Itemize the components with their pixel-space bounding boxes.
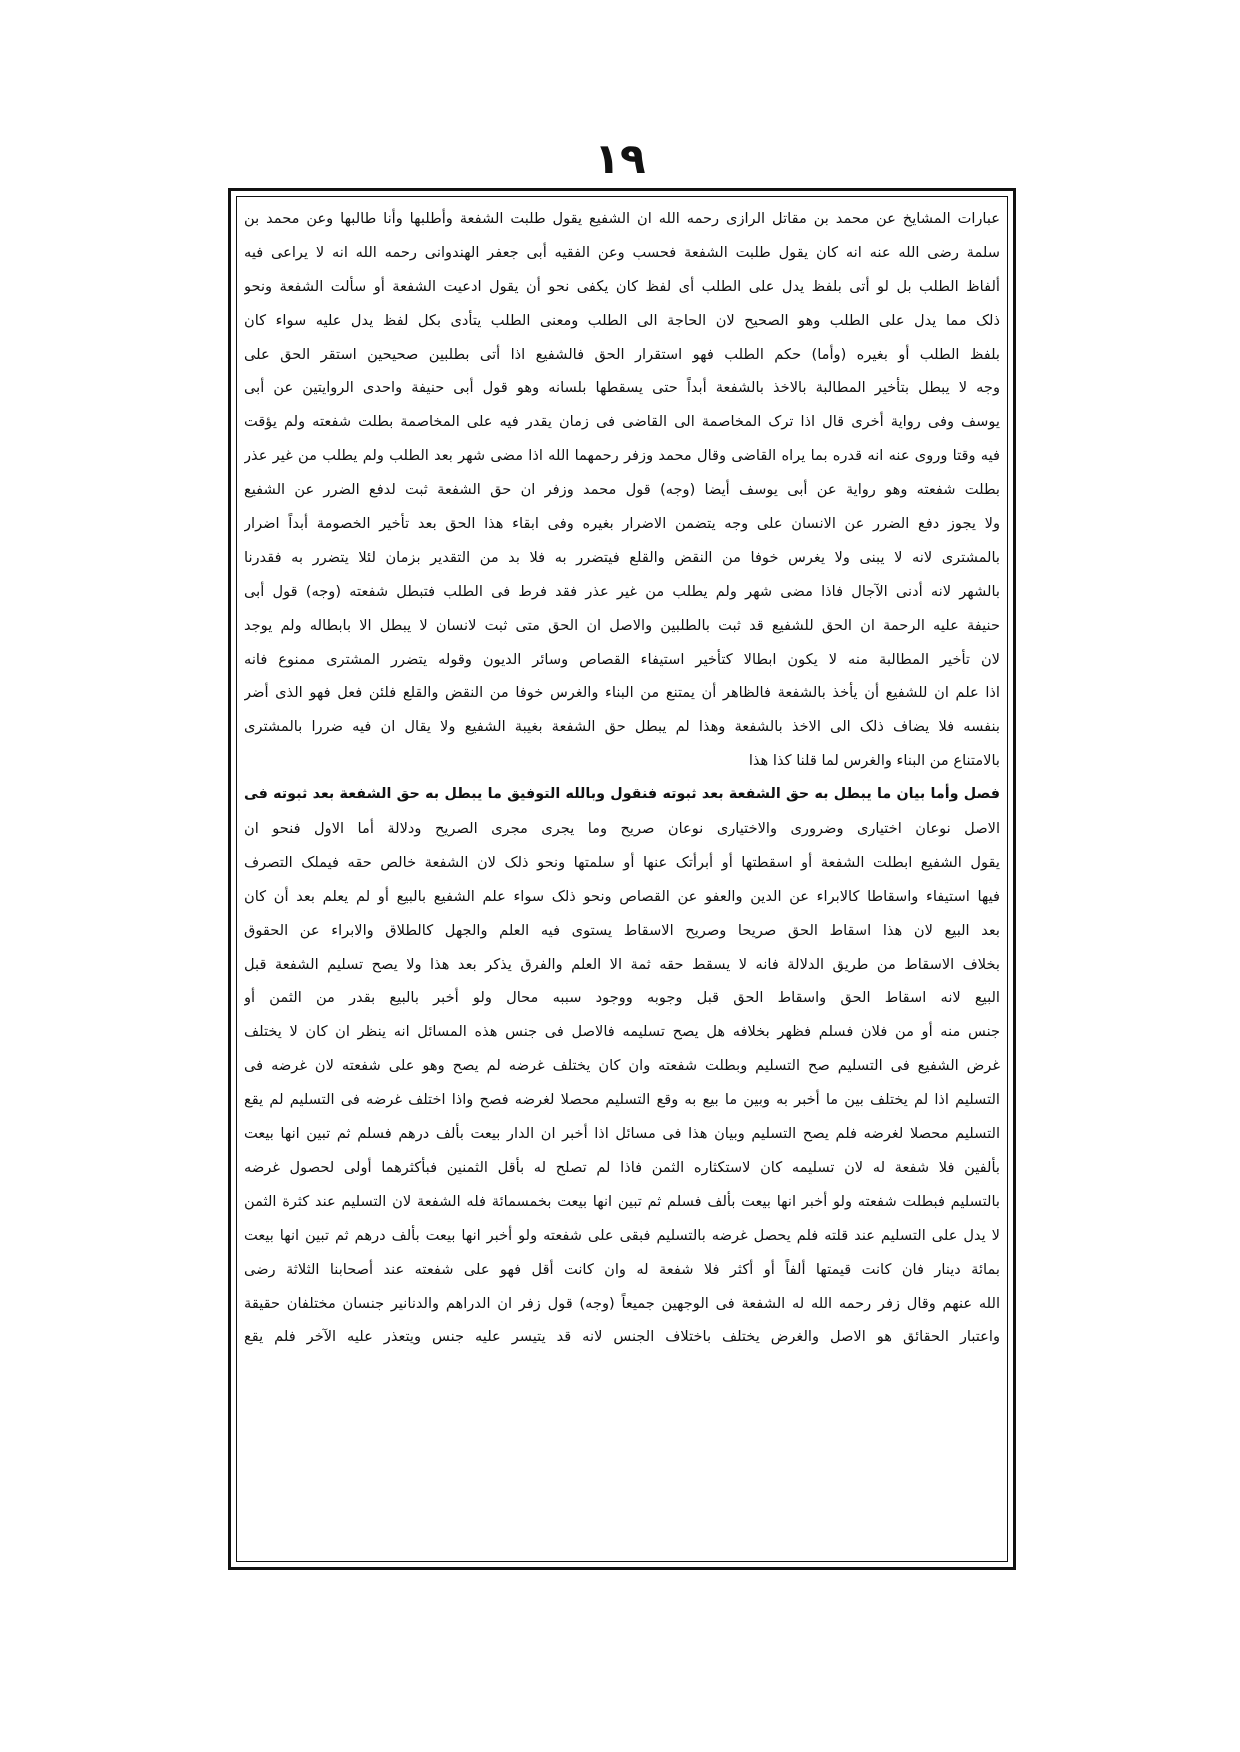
text-line: التسلیم اذا لم یختلف بین ما أخبر به وبین ما بیع به وقع التسلیم محصلا لغرضه فصح واذا اختلف غرضه فی التسلیم لم یقع [244, 1091, 1000, 1109]
text-line: واعتبار الحقائق هو الاصل والغرض یختلف باختلاف الجنس لانه قد یتیسر علیه جنس ویتعذر علیه الآخر فلم یقع [244, 1328, 1000, 1346]
text-line: بمائة دینار فان کانت قیمتها ألفاً أو أکثر فلا شفعة له وان کانت أقل فهو علی شفعته عند أصحابنا الثلاثة رضی [244, 1260, 1000, 1278]
text-line: بخلاف الاسقاط من طریق الدلالة فانه لا یسقط حقه ثمة الا العلم والفرق یذکر بعد هذا ولا یصح تسلیم الشفعة قبل [244, 955, 1000, 973]
text-line: بالشهر لانه أدنی الآجال فاذا مضی شهر ولم یطلب من غیر عذر فقد فرط فی الطلب فتبطل شفعته (وجه) قول أبی [244, 582, 1000, 600]
text-line: فیها استیفاء واسقاطا کالابراء عن الدین والعفو عن القصاص ونحو ذلک سواء علم الشفیع بالبیع أو لم یعلم بعد أن کان [244, 887, 1000, 905]
text-line: جنس منه أو من فلان فسلم فظهر بخلافه هل یصح تسلیمه فالاصل فی جنس هذه المسائل انه ینظر ان کان لا یختلف [244, 1023, 1000, 1041]
text-line: لان تأخیر المطالبة منه لا یکون ابطالا کتأخیر استیفاء القصاص وسائر الدیون وقوله یتضرر المشتری ممنوع فانه [244, 650, 1000, 668]
text-line: وجه لا یبطل بتأخیر المطالبة بالاخذ بالشفعة أبداً حتی یسقطها بلسانه وهو قول أبی حنیفة واحدی الروایتین عن أبی [244, 379, 1000, 397]
text-line: عبارات المشايخ عن محمد بن مقاتل الرازی رحمه الله ان الشفیع یقول طلبت الشفعة وأطلبها وأنا طالبها وعن محمد بن [244, 210, 1000, 227]
text-line: بالتسلیم فبطلت شفعته ولو أخبر انها بیعت بألف فسلم ثم تبین انها بیعت بخمسمائة فله الشفعة لان التسلیم عند کثرة الثمن [244, 1192, 1000, 1210]
text-line: یوسف وفی روایة أخری قال اذا ترک المخاصمة الی القاضی فی زمان یقدر فیه علی المخاصمة بطلت شفعته ولم یؤقت [244, 413, 1000, 431]
text-line: بالامتناع من البناء والغرس لما قلنا کذا هذا [748, 752, 1000, 770]
text-line: البیع لانه اسقاط الحق واسقاط الحق قبل وجوبه ووجود سببه محال ولو أخبر بالبیع بقدر من الثمن أو [244, 989, 1000, 1007]
text-line: ولا یجوز دفع الضرر عن الانسان علی وجه یتضمن الاضرار بغیره وفی ابقاء هذا الحق بعد تأخیر الخصومة أبداً اضرار [244, 515, 1000, 533]
text-line: التسلیم محصلا لغرضه فلم یصح التسلیم وبیان هذا فی مسائل اذا أخبر ان الدار بیعت بألف درهم فسلم ثم تبین انها بیعت [244, 1125, 1000, 1143]
text-line: بطلت شفعته وهو روایة عن أبی یوسف أیضا (وجه) قول محمد وزفر ان حق الشفعة ثبت لدفع الضرر عن الشفیع [244, 481, 1000, 499]
text-line: غرض الشفیع فی التسلیم صح التسلیم وبطلت شفعته وان کان یختلف غرضه لم یصح وهو علی شفعته لان غرضه فی [244, 1057, 1000, 1075]
text-line: حنیفة علیه الرحمة ان الحق للشفیع قد ثبت بالطلبین والاصل ان الحق متی ثبت لانسان لا یبطل الا بابطاله ولم یوجد [244, 616, 1000, 634]
text-line: بالمشتری لانه لا یبنی ولا یغرس خوفا من النقض والقلع فیتضرر به فلا بد من التقدیر بزمان لئلا یتضرر به فقدرنا [244, 548, 1000, 566]
text-line: بألفین فلا شفعة له لان تسلیمه کان لاستکثاره الثمن فاذا لم تصلح له بأقل الثمنین فبأکثرهما أولی لحصول غرضه [244, 1158, 1000, 1176]
page-number: ١٩ [594, 134, 646, 183]
text-line: الله عنهم وقال زفر رحمه الله له الشفعة فی الوجهین جمیعاً (وجه) قول زفر ان الدراهم والدنانیر جنسان مختلفان حقیقة [244, 1294, 1000, 1312]
text-line: بنفسه فلا یضاف ذلک الی الاخذ بالشفعة وهذا لم یبطل حق الشفعة بغیبة الشفیع ولا یقال ان فیه ضررا بالمشتری [244, 718, 1000, 736]
text-line: بعد البیع لان هذا اسقاط الحق صریحا وصریح الاسقاط یستوی فیه العلم والجهل کالطلاق والابراء عن الحقوق [244, 921, 1000, 939]
text-line: یقول الشفیع ابطلت الشفعة أو اسقطتها أو أبرأتک عنها أو سلمتها ونحو ذلک لان الشفعة خالص حقه فیملک التصرف [244, 853, 1000, 871]
text-line: بلفظ الطلب أو بغیره (وأما) حکم الطلب فهو استقرار الحق فالشفیع اذا أتی بطلبین صحیحین استقر الحق علی [244, 345, 1000, 363]
text-line: لا یدل علی التسلیم عند قلته فلم یحصل غرضه بالتسلیم فبقی علی شفعته ولو أخبر انها بیعت بألف درهم ثم تبین انها بیعت [244, 1226, 1000, 1244]
text-line: ذلک مما یدل علی الطلب وهو الصحیح لان الحاجة الی الطلب ومعنی الطلب یتأدی بکل لفظ یدل علیه سواء کان [244, 311, 1000, 329]
text-line: اذا علم ان للشفیع أن یأخذ بالشفعة فالظاهر أن یمتنع من البناء والغرس خوفا من النقض والقلع فلئن فعل فهو الذی أضر [244, 684, 1000, 702]
text-line: ألفاظ الطلب بل لو أتی بلفظ یدل علی الطلب أی لفظ کان یکفی نحو أن یقول ادعیت الشفعة أو سألت الشفعة ونحو [244, 277, 1000, 295]
text-line: سلمة رضی الله عنه انه کان یقول طلبت الشفعة فحسب وعن الفقیه أبی جعفر الهندوانی رحمه الله انه لا یراعی فیه [244, 243, 1000, 261]
text-line: الاصل نوعان اختیاری وضروری والاختیاری نوعان صریح وما یجری مجری الصریح ودلالة أما الاول فنحو ان [244, 820, 1000, 838]
body-text [244, 202, 1000, 1558]
section-heading-line: فصل وأما بیان ما یبطل به حق الشفعة بعد ثبوته فنقول وبالله التوفیق ما یبطل به حق الشفعة بعد ثبوته فی [244, 786, 1000, 803]
text-line: فیه وقتا وروی عنه انه قدره بما یراه القاضی وقال محمد وزفر رحمهما الله اذا مضی شهر بعد الطلب ولم یطلب من غیر عذر [244, 447, 1000, 465]
